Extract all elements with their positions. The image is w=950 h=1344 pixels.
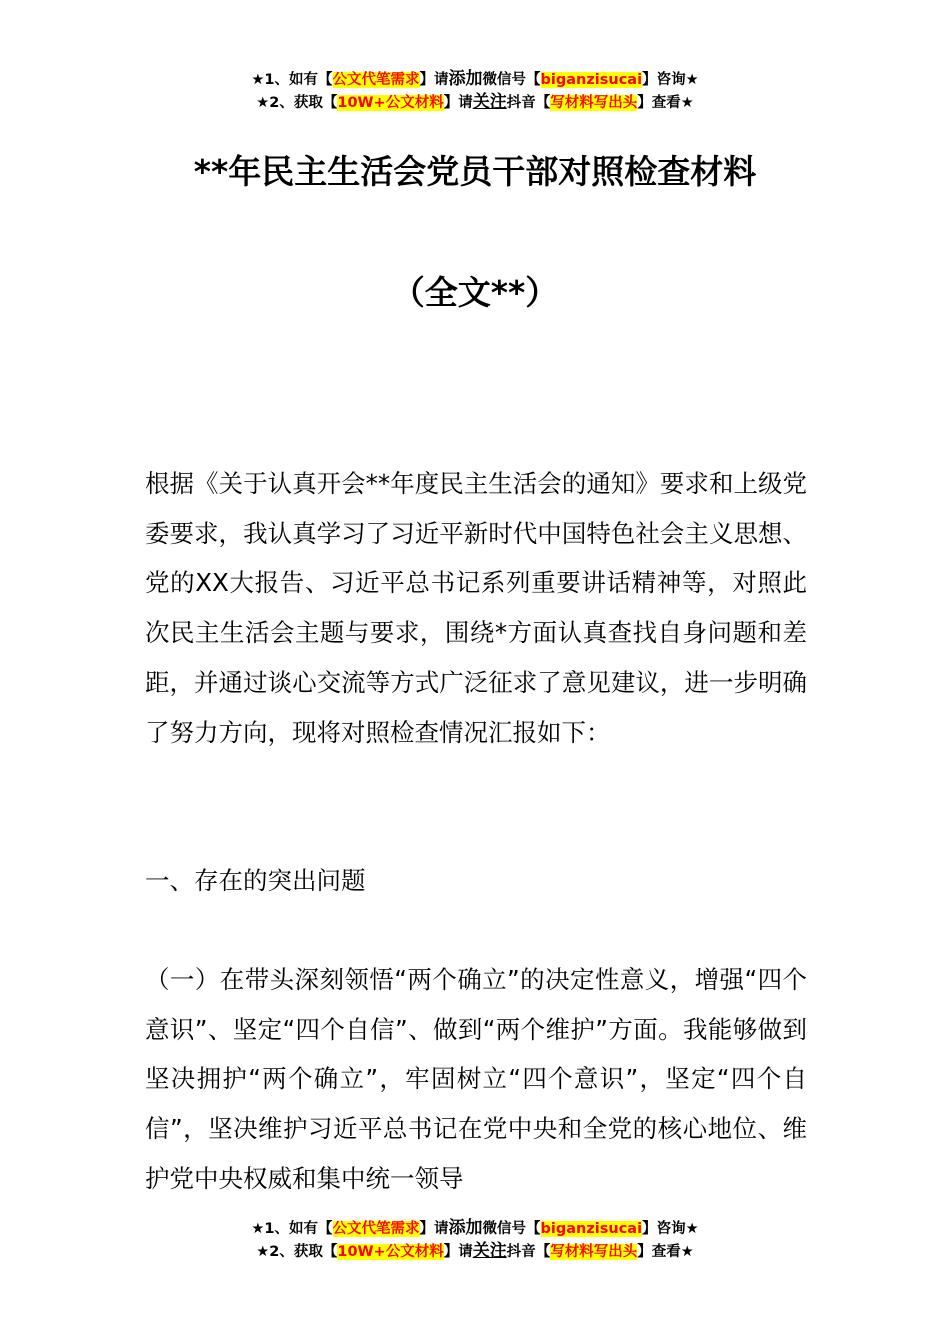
promo-line-2-text: 】请 xyxy=(443,95,473,111)
promo-line-2 xyxy=(0,91,950,114)
promo-highlight-ghostwriting: 公文代笔需求 xyxy=(332,1221,420,1237)
promo-highlight-wechat-id: biganzisucai xyxy=(540,72,643,88)
promo-line-1 xyxy=(0,1217,950,1240)
promo-highlight-douyin-account: 写材料写出头 xyxy=(550,1244,638,1260)
promo-line-2 xyxy=(0,1240,950,1263)
promo-emphasis-add: 添加 xyxy=(448,69,483,89)
promo-highlight-materials: 10W+公文材料 xyxy=(337,1244,444,1260)
promo-line-2-prefix: ★2、获取【 xyxy=(256,1244,338,1260)
promo-emphasis-follow: 关注 xyxy=(472,92,507,112)
promo-emphasis-add: 添加 xyxy=(448,1218,483,1238)
promo-line-1-prefix: ★1、如有【 xyxy=(251,1221,333,1237)
promo-highlight-douyin-account: 写材料写出头 xyxy=(550,95,638,111)
promo-emphasis-follow: 关注 xyxy=(472,1241,507,1261)
promo-line-2-suffix: 】查看★ xyxy=(637,95,694,111)
promo-line-2-prefix: ★2、获取【 xyxy=(256,95,338,111)
document-title: **年民主生活会党员干部对照检查材料 xyxy=(193,152,757,191)
promo-line-1-suffix: 】咨询★ xyxy=(642,1221,699,1237)
section-heading: 一、存在的突出问题 xyxy=(145,866,366,895)
header-promo-banner xyxy=(0,68,950,114)
promo-line-2-text-2: 抖音【 xyxy=(506,95,551,111)
document-subtitle: （全文**） xyxy=(391,273,559,312)
promo-highlight-materials: 10W+公文材料 xyxy=(337,95,444,111)
promo-highlight-wechat-id: biganzisucai xyxy=(540,1221,643,1237)
promo-line-1-text: 】请 xyxy=(419,1221,449,1237)
footer-promo-banner xyxy=(0,1217,950,1263)
promo-line-1-text: 】请 xyxy=(419,72,449,88)
intro-paragraph: 根据《关于认真开会**年度民主生活会的通知》要求和上级党委要求，我认真学习了习近平新时代中国特色社会主义思想、党的XX大报告、习近平总书记系列重要讲话精神等，对照此次民主生活会主题与要求，围绕*方面认真查找自身问题和差距，并通过谈心交流等方式广泛征求了意见建议，进一步明确了努力方向，现将对照检查情况汇报如下： xyxy=(145,469,807,747)
promo-line-1-suffix: 】咨询★ xyxy=(642,72,699,88)
promo-line-2-text-2: 抖音【 xyxy=(506,1244,551,1260)
subsection-paragraph: （一）在带头深刻领悟“两个确立”的决定性意义，增强“四个意识”、坚定“四个自信”、做到“两个维护”方面。我能够做到坚决拥护“两个确立”，牢固树立“四个意识”，坚定“四个自信”，坚决维护习近平总书记在党中央和全党的核心地位、维护党中央权威和集中统一领导 xyxy=(145,965,807,1193)
promo-line-2-text: 】请 xyxy=(443,1244,473,1260)
promo-line-1-text-2: 微信号【 xyxy=(482,1221,541,1237)
promo-line-1-prefix: ★1、如有【 xyxy=(251,72,333,88)
promo-line-2-suffix: 】查看★ xyxy=(637,1244,694,1260)
promo-line-1-text-2: 微信号【 xyxy=(482,72,541,88)
promo-line-1 xyxy=(0,68,950,91)
promo-highlight-ghostwriting: 公文代笔需求 xyxy=(332,72,420,88)
